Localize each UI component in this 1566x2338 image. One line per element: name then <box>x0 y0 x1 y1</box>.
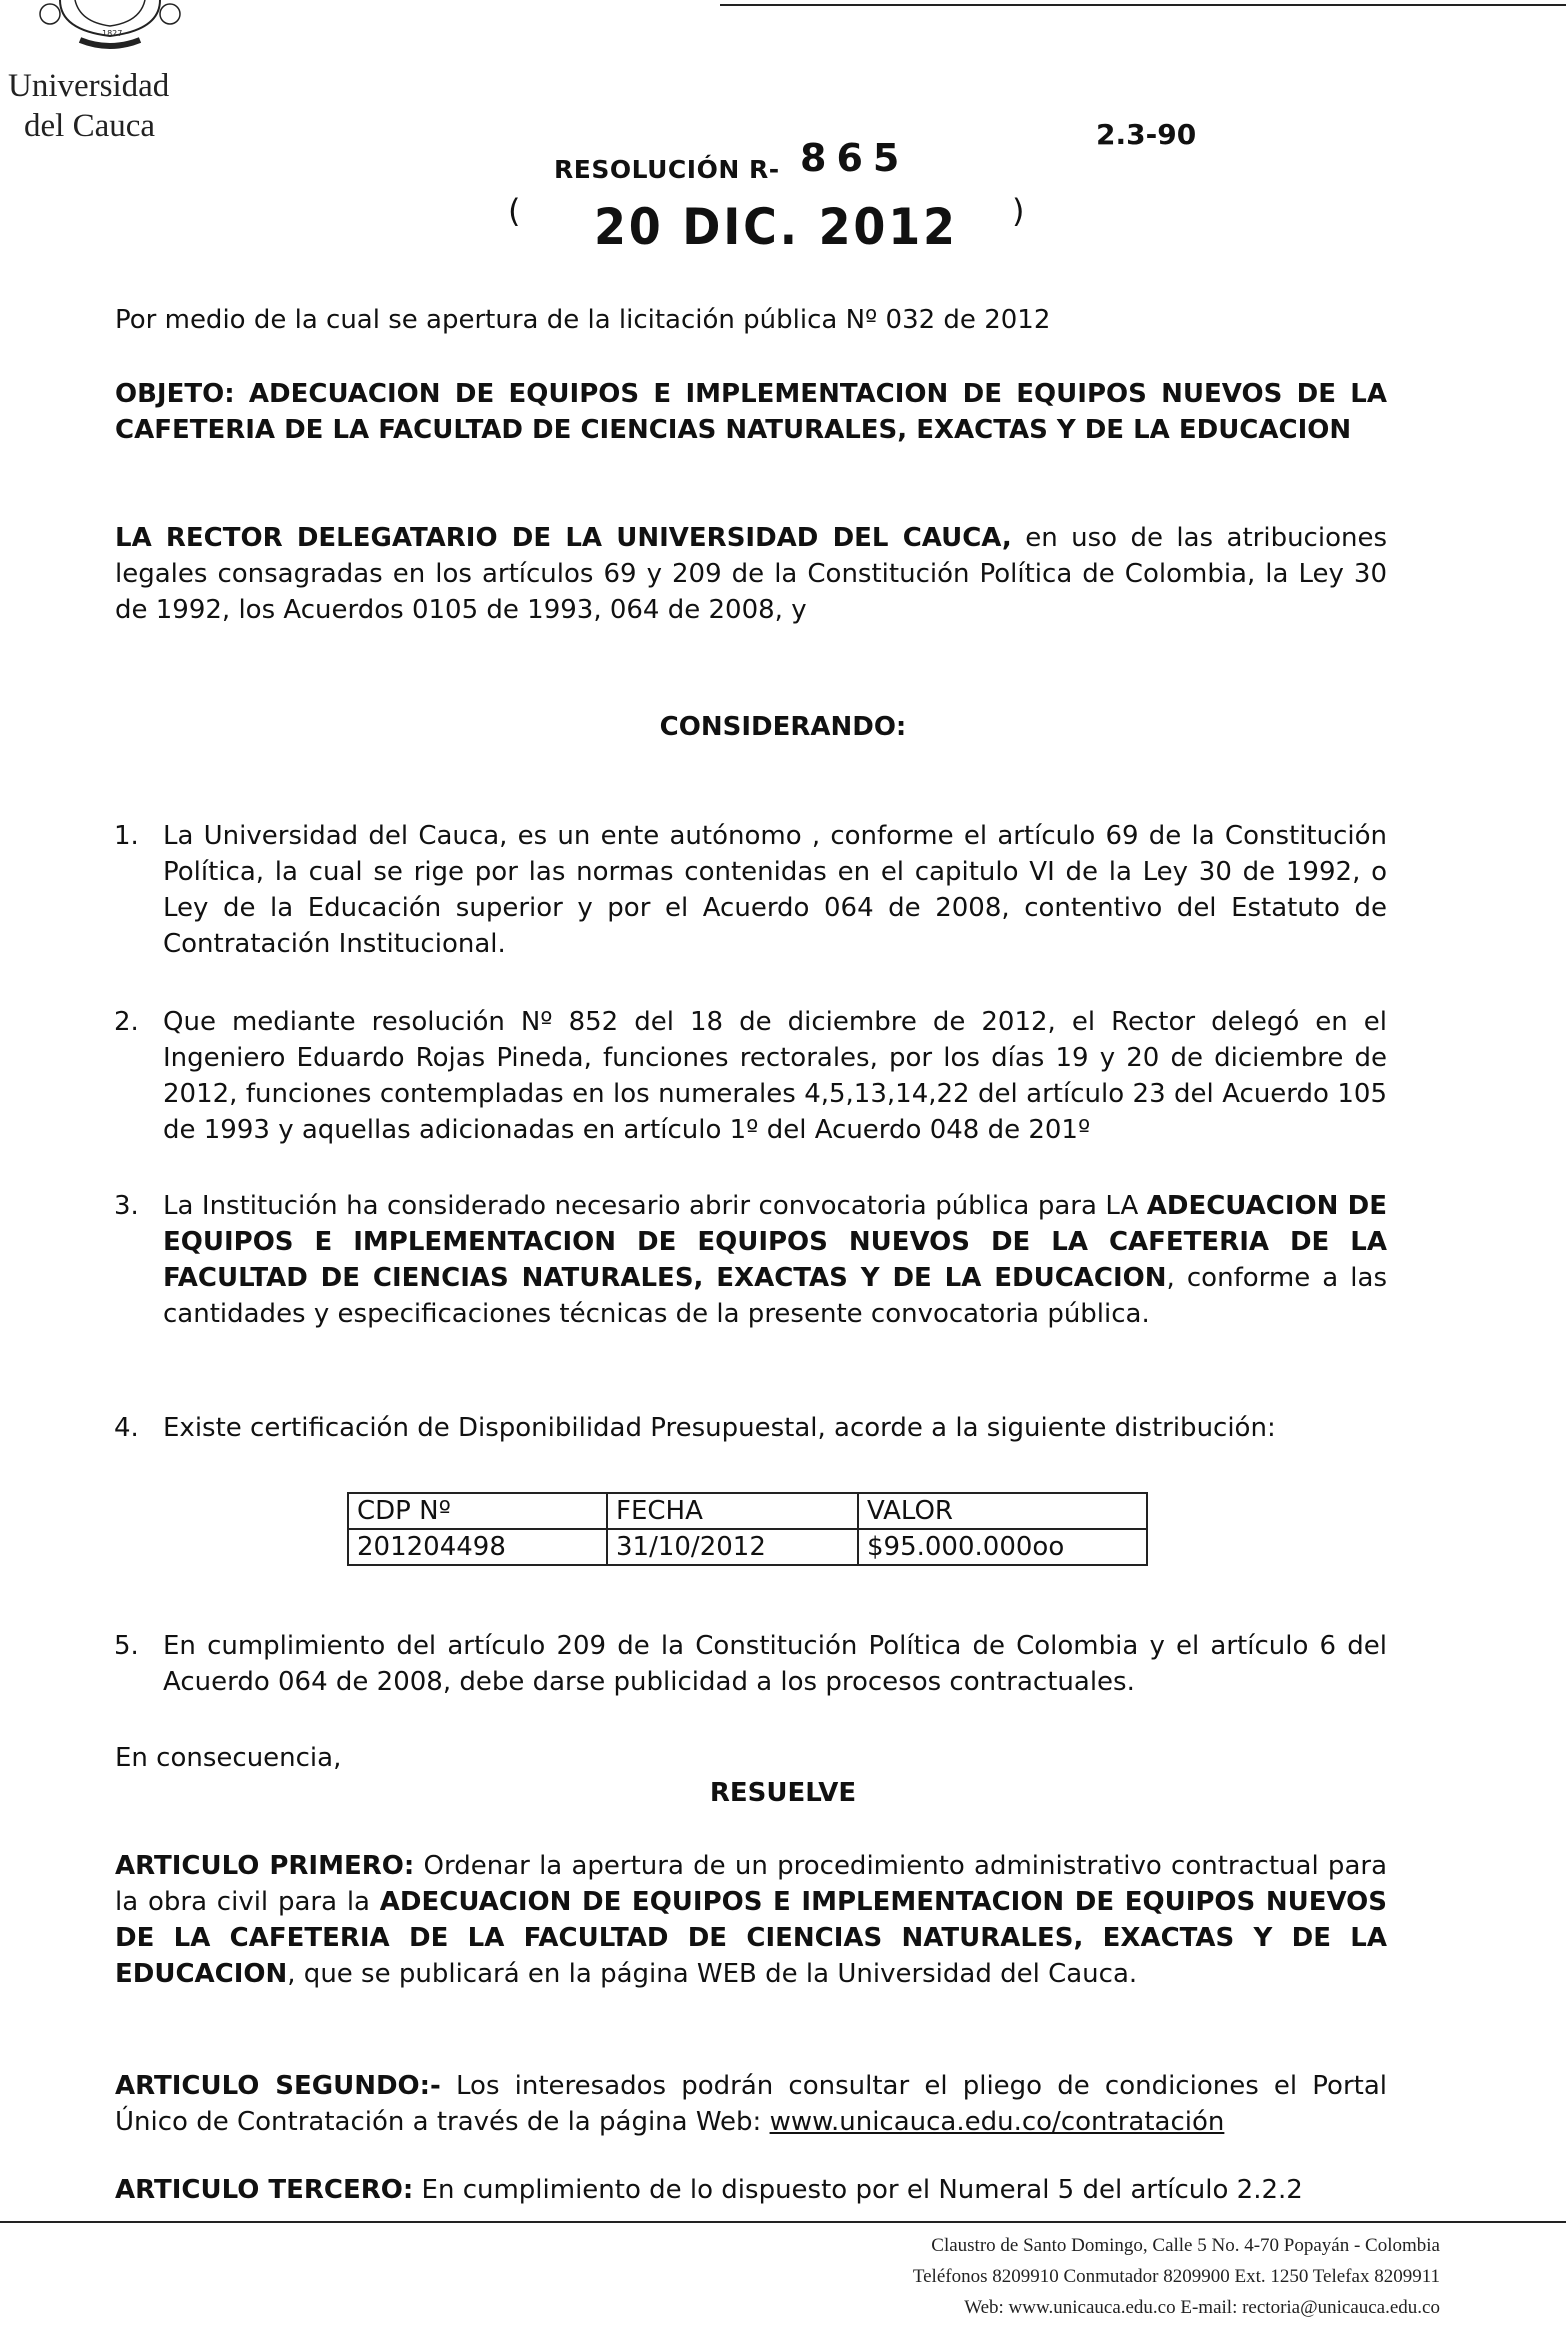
preamble <box>115 520 1387 628</box>
table-cell-valor: $95.000.000oo <box>858 1529 1147 1565</box>
considerando-4-text: Existe certificación de Disponibilidad Presupuestal, acorde a la siguiente distribución: <box>163 1413 1276 1443</box>
footer-rule <box>0 2221 1566 2223</box>
considerando-4-number: 4. <box>114 1413 139 1443</box>
university-name-line2: del Cauca <box>24 108 156 144</box>
preamble-text: en uso de las atribuciones legales consagradas en los artículos 69 y 209 de la Constitución Política de Colombia, la Ley 30 de 1992, los Acuerdos 0105 de 1993, 064 de 2008, y <box>115 523 1387 625</box>
resolution-label: RESOLUCIÓN R- <box>554 155 780 184</box>
resolution-number: 865 <box>800 136 910 180</box>
university-name <box>8 66 208 146</box>
considerando-3-number: 3. <box>114 1191 139 1221</box>
svg-text:1827: 1827 <box>102 29 123 38</box>
articulo-segundo-label: ARTICULO SEGUNDO:- <box>115 2071 441 2101</box>
date-open-paren: ( <box>508 192 521 230</box>
footer-web-email: Web: www.unicauca.edu.co E-mail: rectoria@unicauca.edu.co <box>964 2297 1440 2318</box>
date-close-paren: ) <box>1012 192 1025 230</box>
articulo-primero-before: Ordenar la apertura de un procedimiento administrativo contractual para la obra civil para la <box>115 1851 1387 1917</box>
articulo-primero-bold: ADECUACION DE EQUIPOS E IMPLEMENTACION DE EQUIPOS NUEVOS DE LA CAFETERIA DE LA FACULTAD DE CIENCIAS NATURALES, EXACTAS Y DE LA EDUCACION <box>115 1887 1387 1989</box>
considerando-heading: CONSIDERANDO: <box>659 712 907 742</box>
university-seal-logo <box>20 0 200 50</box>
table-row <box>348 1529 1147 1565</box>
table-cell-fecha: 31/10/2012 <box>607 1529 858 1565</box>
considerando-5-number: 5. <box>114 1631 139 1661</box>
articulo-primero <box>115 1848 1387 1992</box>
footer-address: Claustro de Santo Domingo, Calle 5 No. 4-70 Popayán - Colombia <box>931 2235 1440 2256</box>
considerando-3-before: La Institución ha considerado necesario abrir convocatoria pública para LA <box>163 1191 1147 1221</box>
considerando-5-text: En cumplimiento del artículo 209 de la Constitución Política de Colombia y el artículo 6 del Acuerdo 064 de 2008, debe darse publicidad a los procesos contractuales. <box>163 1631 1387 1697</box>
subject-line: Por medio de la cual se apertura de la licitación pública Nº 032 de 2012 <box>115 305 1051 335</box>
document-code: 2.3-90 <box>1096 118 1197 151</box>
table-header-fecha: FECHA <box>607 1493 858 1529</box>
considerando-2-text: Que mediante resolución Nº 852 del 18 de diciembre de 2012, el Rector delegó en el Ingeniero Eduardo Rojas Pineda, funciones rectorales, por los días 19 y 20 de diciembre de 2012, funciones contempladas en los numerales 4,5,13,14,22 del artículo 23 del Acuerdo 105 de 1993 y aquellas adicionadas en artículo 1º del Acuerdo 048 de 201º <box>163 1007 1387 1145</box>
cdp-table <box>347 1492 1148 1566</box>
considerando-1-number: 1. <box>114 821 139 851</box>
articulo-tercero-text: En cumplimiento de lo dispuesto por el Numeral 5 del artículo 2.2.2 <box>413 2175 1303 2205</box>
considerando-3-bold: ADECUACION DE EQUIPOS E IMPLEMENTACION DE EQUIPOS NUEVOS DE LA CAFETERIA DE LA FACULTAD DE CIENCIAS NATURALES, EXACTAS Y DE LA EDUCACION <box>163 1191 1387 1293</box>
contratacion-link[interactable]: www.unicauca.edu.co/contratación <box>769 2107 1225 2137</box>
objeto-heading: OBJETO: ADECUACION DE EQUIPOS E IMPLEMENTACION DE EQUIPOS NUEVOS DE LA CAFETERIA DE LA FACULTAD DE CIENCIAS NATURALES, EXACTAS Y DE LA EDUCACION <box>115 379 1387 445</box>
university-name-line1: Universidad <box>8 68 170 104</box>
preamble-authority: LA RECTOR DELEGATARIO DE LA UNIVERSIDAD DEL CAUCA, <box>115 523 1012 553</box>
en-consecuencia: En consecuencia, <box>115 1743 342 1773</box>
articulo-segundo-text: Los interesados podrán consultar el pliego de condiciones el Portal Único de Contratación a través de la página Web: <box>115 2071 1387 2137</box>
table-cell-cdp: 201204498 <box>348 1529 607 1565</box>
resuelve-heading: RESUELVE <box>709 1778 857 1808</box>
footer-contact <box>700 2230 1440 2323</box>
articulo-segundo <box>115 2068 1387 2140</box>
articulo-tercero-label: ARTICULO TERCERO: <box>115 2175 414 2205</box>
articulo-primero-label: ARTICULO PRIMERO: <box>115 1851 415 1881</box>
considerando-3-text <box>163 1188 1387 1332</box>
table-header-row <box>348 1493 1147 1529</box>
considerando-3-after: , conforme a las cantidades y especificaciones técnicas de la presente convocatoria pública. <box>163 1263 1388 1329</box>
header-rule <box>720 4 1566 6</box>
table-header-cdp: CDP Nº <box>348 1493 607 1529</box>
considerando-2-number: 2. <box>114 1007 139 1037</box>
articulo-tercero <box>115 2172 1387 2208</box>
table-header-valor: VALOR <box>858 1493 1147 1529</box>
articulo-primero-after: , que se publicará en la página WEB de la Universidad del Cauca. <box>287 1959 1138 1989</box>
footer-phones: Teléfonos 8209910 Conmutador 8209900 Ext. 1250 Telefax 8209911 <box>912 2266 1440 2287</box>
resolution-date-stamp: 20 DIC. 2012 <box>594 198 958 256</box>
considerando-1-text: La Universidad del Cauca, es un ente autónomo , conforme el artículo 69 de la Constitución Política, la cual se rige por las normas contenidas en el capitulo VI de la Ley 30 de 1992, o Ley de la Educación superior y por el Acuerdo 064 de 2008, contentivo del Estatuto de Contratación Institucional. <box>163 821 1387 959</box>
